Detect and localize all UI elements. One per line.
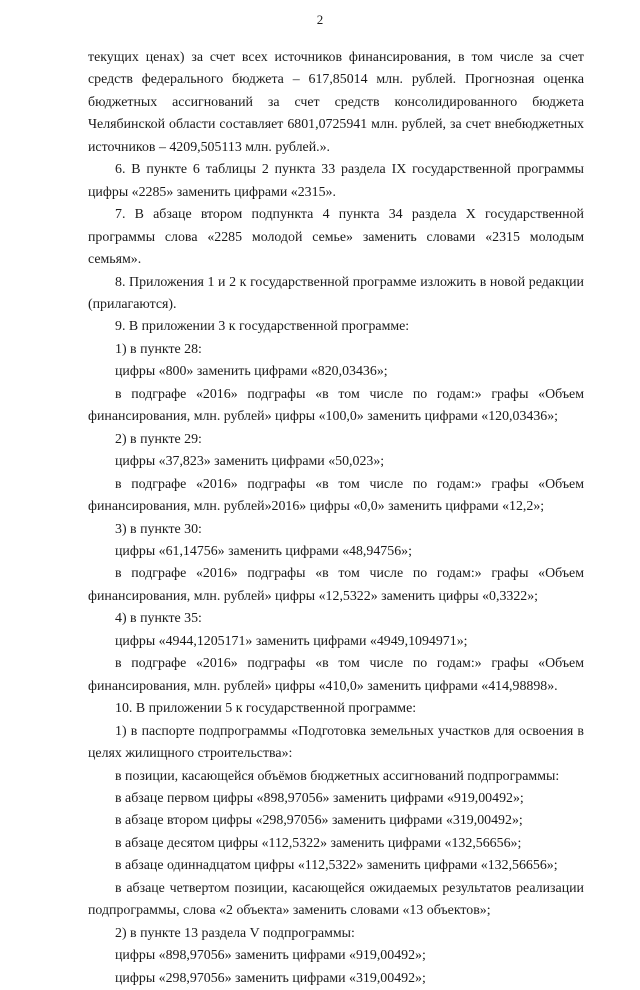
subitem-point-30: 3) в пункте 30: bbox=[115, 521, 202, 537]
paragraph-line: в абзаце одиннадцатом цифры «112,5322» заменить цифрами «132,56656»; bbox=[115, 858, 558, 874]
paragraph-line: в подграфе «2016» подграфы «в том числе по годам:» графы «Объем финансирования, млн. рублей» цифры «12,5322» заменить цифры «0,3322»; bbox=[88, 566, 584, 604]
subitem-point-29: 2) в пункте 29: bbox=[115, 431, 202, 447]
paragraph-line: цифры «298,97056» заменить цифрами «319,00492»; bbox=[115, 970, 426, 986]
paragraph-item-7: 7. В абзаце втором подпункта 4 пункта 34 раздела X государственной программы слова «2285 молодой семье» заменить словами «2315 молодым семьям». bbox=[88, 207, 584, 268]
paragraph-item-8: 8. Приложения 1 и 2 к государственной программе изложить в новой редакции (прилагаются). bbox=[88, 274, 584, 312]
paragraph-line: цифры «4944,1205171» заменить цифрами «4949,1094971»; bbox=[115, 633, 468, 649]
paragraph-line: в абзаце первом цифры «898,97056» заменить цифрами «919,00492»; bbox=[115, 790, 524, 806]
paragraph-line: цифры «61,14756» заменить цифрами «48,94756»; bbox=[115, 543, 412, 559]
paragraph-line: в подграфе «2016» подграфы «в том числе по годам:» графы «Объем финансирования, млн. рублей» цифры «100,0» заменить цифрами «120,03436»; bbox=[88, 386, 584, 425]
paragraph-line: цифры «37,823» заменить цифрами «50,023»; bbox=[115, 454, 385, 470]
document-body bbox=[88, 47, 584, 990]
paragraph-line: в подграфе «2016» подграфы «в том числе по годам:» графы «Объем финансирования, млн. рублей» цифры «410,0» заменить цифрами «414,98898». bbox=[88, 656, 584, 694]
paragraph-line: цифры «898,97056» заменить цифрами «919,00492»; bbox=[115, 948, 426, 964]
paragraph-line: в абзаце четвертом позиции, касающейся ожидаемых результатов реализации подпрограммы, слова «2 объекта» заменить словами «13 объектов»; bbox=[88, 880, 584, 919]
paragraph-line: в абзаце десятом цифры «112,5322» заменить цифрами «132,56656»; bbox=[115, 835, 522, 851]
paragraph-line: в позиции, касающейся объёмов бюджетных ассигнований подпрограммы: bbox=[115, 768, 560, 784]
paragraph-item-9: 9. В приложении 3 к государственной программе: bbox=[115, 319, 410, 335]
paragraph-item-6: 6. В пункте 6 таблицы 2 пункта 33 раздела IX государственной программы цифры «2285» заменить цифрами «2315». bbox=[88, 162, 584, 200]
subitem-point-35: 4) в пункте 35: bbox=[115, 611, 202, 627]
subitem-passport: 1) в паспорте подпрограммы «Подготовка земельных участков для освоения в целях жилищного строительства»: bbox=[88, 723, 584, 762]
page-number: 2 bbox=[316, 12, 324, 27]
paragraph-item-10: 10. В приложении 5 к государственной программе: bbox=[115, 701, 417, 717]
paragraph-line: в подграфе «2016» подграфы «в том числе по годам:» графы «Объем финансирования, млн. рублей»2016» цифры «0,0» заменить цифрами «12,2»; bbox=[88, 476, 584, 515]
paragraph-line: в абзаце втором цифры «298,97056» заменить цифрами «319,00492»; bbox=[115, 813, 523, 829]
subitem-point-13: 2) в пункте 13 раздела V подпрограммы: bbox=[115, 925, 355, 941]
paragraph-line: цифры «800» заменить цифрами «820,03436»; bbox=[115, 364, 388, 380]
paragraph-continuation: текущих ценах) за счет всех источников финансирования, в том числе за счет средств федерального бюджета – 617,85014 млн. рублей. Прогнозная оценка бюджетных ассигнований за счет средств консолидированного бюджета Челябинской области составляет 6801,0725941 млн. рублей, за счет внебюджетных источников – 4209,505113 млн. рублей.». bbox=[88, 50, 584, 155]
subitem-point-28: 1) в пункте 28: bbox=[115, 341, 202, 357]
